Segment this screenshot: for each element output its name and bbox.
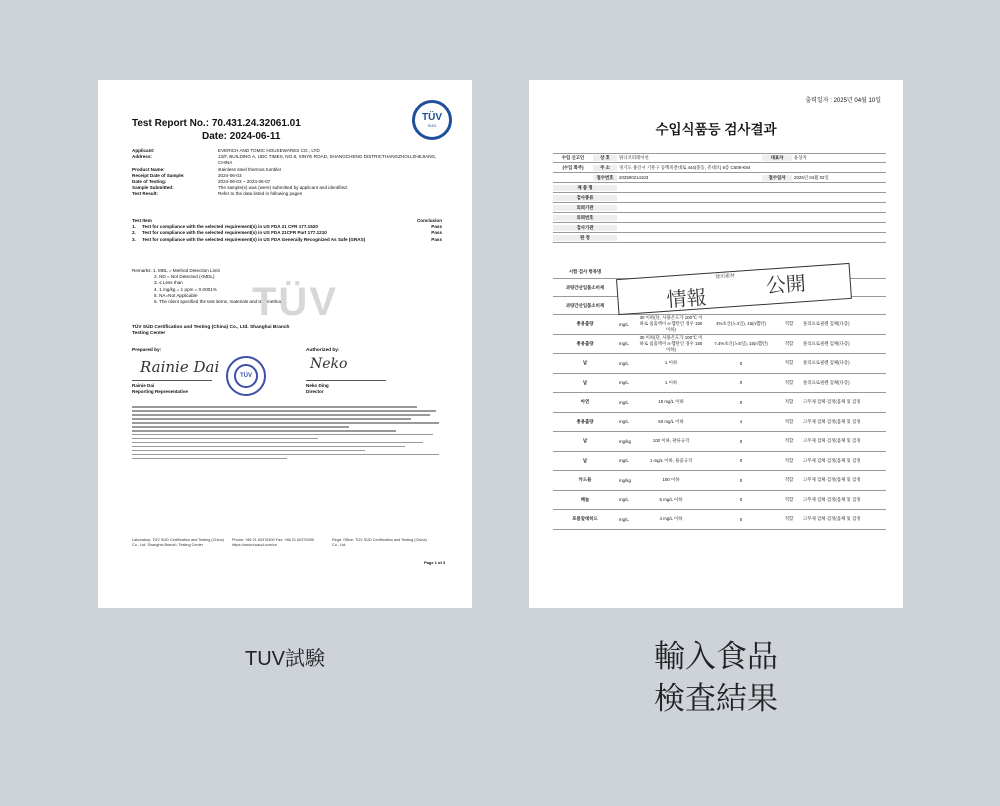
- result-judgement: 적합: [784, 340, 794, 346]
- authorized-by-label: Authorized by:: [306, 348, 340, 353]
- remark-line: 5. NA=Not Applicable: [154, 292, 198, 298]
- issue-date: 출력일자 : 2025년 04월 10일: [805, 98, 881, 104]
- tuv-test-report-document: [98, 80, 472, 608]
- section-label: 과량간산입품소비재: [565, 302, 605, 308]
- test-item-text: Test for compliance with the selected requirement(s) in US FDA 21 CFR 177.1520: [142, 224, 318, 230]
- result-note: 폴리프로필렌 검체(다층): [803, 379, 850, 385]
- result-item: 아연: [580, 399, 590, 405]
- signature-prepared: Rainie Dai: [140, 358, 220, 376]
- applicant-fields: [132, 148, 442, 198]
- info-group: (수입 화주): [562, 164, 584, 170]
- result-standard: 4 mg/L 이하: [659, 516, 683, 522]
- stamp-left-text: 情報: [665, 284, 708, 312]
- result-judgement: 적합: [784, 379, 794, 385]
- cert-line: Testing Center: [132, 331, 166, 337]
- result-standard: 1 이하: [664, 360, 678, 366]
- field-label: 의뢰번호: [553, 215, 617, 221]
- result-row: [553, 452, 886, 472]
- test-item-row: [132, 237, 442, 243]
- result-unit: mg/kg: [619, 477, 631, 483]
- test-item-result: Pass: [431, 230, 442, 236]
- info-label-2: 접수일자: [762, 175, 792, 181]
- field-label: 검사기관: [553, 225, 617, 231]
- result-row: [553, 413, 886, 433]
- field-row: [553, 233, 886, 243]
- footer-lab: Laboratory: TÜV SÜD Certification and Testing (China) Co., Ltd. Shanghai Branch, Testing Center: [132, 538, 224, 547]
- result-standard: 1 이하: [664, 379, 678, 385]
- authorizer-name-text: Neko Ding: [306, 383, 329, 388]
- info-value: 워디코퍼레이션: [619, 155, 649, 160]
- info-label: 상 호: [593, 155, 617, 161]
- result-value: 0: [739, 477, 743, 483]
- result-judgement: 적합: [784, 399, 794, 405]
- result-unit: mg/kg: [619, 438, 631, 444]
- result-item: 포름알데히드: [572, 516, 598, 522]
- result-standard: 100 이하, 판류규격: [652, 438, 690, 444]
- result-judgement: 적합: [784, 321, 794, 327]
- field-row: [132, 191, 442, 197]
- inspection-table: [553, 153, 886, 530]
- field-key: Test Result:: [132, 191, 158, 197]
- result-note: 폴리프로필렌 검체(다층): [803, 321, 850, 327]
- conclusion-header: Conclusion: [416, 218, 442, 223]
- info-label: 주 소: [593, 165, 617, 171]
- stamp-mid-text: 使用素材: [714, 272, 736, 281]
- field-value: EVERICH AND TOMIC HOUSEWARES CO., LTD: [218, 148, 320, 153]
- result-standard: 5 mg/L 이하: [659, 496, 683, 502]
- report-number: Test Report No.: 70.431.24.32061.01: [132, 118, 301, 129]
- remark-line: Remarks: 1. MDL = Method Detection Limit: [132, 268, 220, 273]
- result-value: 4%초산(노4일), 15(n헵탄): [716, 321, 766, 327]
- result-judgement: 적합: [784, 477, 794, 483]
- field-value: Refer to the data listed in following pages: [218, 191, 303, 197]
- tuv-logo-subtext: SÜD: [427, 122, 437, 128]
- field-key: Date of Testing:: [132, 179, 167, 185]
- remark-line: 6. The client specified the test items, materials and test methods.: [154, 299, 286, 305]
- tuv-logo-icon: [412, 100, 452, 140]
- result-standard: 100 이하: [662, 477, 680, 483]
- field-key: Receipt Date of Sample:: [132, 172, 185, 178]
- result-item: 페놀: [580, 496, 590, 502]
- signature-authorized: Neko: [310, 356, 348, 372]
- field-key: Sample Submitted:: [132, 185, 174, 191]
- field-row: [553, 193, 886, 203]
- result-item: 총용출량: [576, 340, 594, 346]
- preparer-name-text: Rainie Dai: [132, 383, 155, 388]
- info-row: [553, 153, 886, 163]
- result-unit: mg/L: [619, 419, 629, 425]
- result-item: 총용출량: [576, 418, 594, 424]
- result-standard: 30 이하(단, 사용온도가 100℃ 이하로 침출액이 n-헵탄인 경우 150 이하): [639, 334, 703, 352]
- section-label: 과량간산입품소비재: [565, 284, 605, 290]
- info-label-2: 대표자: [762, 155, 792, 161]
- page-number: Page 1 of 3: [424, 560, 446, 565]
- result-note: 고무제 검체·검정(몸체 및 검정: [803, 477, 861, 483]
- authorizer-name: [306, 383, 329, 395]
- result-row: [553, 315, 886, 335]
- result-unit: mg/L: [619, 321, 629, 327]
- result-row: [553, 432, 886, 452]
- result-value: 0: [739, 458, 743, 464]
- cert-line: TÜV SÜD Certification and Testing (China) Co., Ltd. Shanghai Branch: [132, 325, 290, 330]
- result-value: 4: [739, 419, 743, 425]
- result-item: 납: [582, 379, 588, 385]
- result-note: 고무제 검체·검정(몸체 및 검정: [803, 399, 861, 405]
- result-unit: mg/L: [619, 516, 629, 522]
- result-standard: 60 mg/L 이하: [658, 418, 684, 424]
- test-item-number: 3.: [132, 236, 136, 242]
- info-row: [553, 163, 886, 173]
- field-key: Product Name:: [132, 166, 165, 172]
- field-key: Address:: [132, 154, 152, 160]
- import-inspection-caption: [529, 636, 903, 720]
- prepared-by-label: Prepared by:: [132, 348, 162, 353]
- result-item: 납: [582, 457, 588, 463]
- result-unit: mg/L: [619, 341, 629, 347]
- test-item-result: Pass: [431, 236, 442, 242]
- field-row: [132, 154, 442, 166]
- result-judgement: 적합: [784, 457, 794, 463]
- remark-line: 3. ≤ Less than: [154, 280, 183, 286]
- remark-line: 4. 1 mg/kg = 1 ppm = 0.0001%: [154, 286, 217, 292]
- test-item-text: Test for compliance with the selected requirement(s) in US FDA Generally Recognized As Safe (GRAS): [142, 236, 366, 242]
- result-unit: mg/L: [619, 497, 629, 503]
- table-gap: [553, 243, 886, 265]
- field-row: [553, 213, 886, 223]
- field-label: 검사종류: [553, 195, 617, 201]
- result-note: 고무제 검체·검정(몸체 및 검정: [803, 496, 861, 502]
- footer-phone: Phone: +86 21 60376300 Fax: +86 21 60376399 https://www.tuvsud.com/cn: [232, 538, 314, 547]
- result-note: 폴리프로필렌 검체(다층): [803, 360, 850, 366]
- tuv-watermark: TÜV: [252, 280, 338, 324]
- field-value: 2024-06-03: [218, 172, 242, 178]
- result-unit: mg/L: [619, 458, 629, 464]
- info-value: 20250021410​3: [619, 175, 649, 180]
- test-item-header: Test Item: [132, 218, 152, 223]
- result-row: [553, 491, 886, 511]
- import-food-inspection-document: [529, 80, 903, 608]
- test-item-number: 1.: [132, 224, 136, 230]
- result-standard: 15 mg/L 이하: [658, 399, 684, 405]
- info-value-2: 2025년 04월 02일: [794, 174, 829, 180]
- result-note: 고무제 검체·검정(몸체 및 검정: [803, 516, 861, 522]
- field-key: Applicant:: [132, 148, 155, 153]
- signature-line: [132, 380, 212, 381]
- test-item-text: Test for compliance with the selected requirement(s) in US FDA 21CFR Part 177.1210: [142, 230, 327, 236]
- result-row: [553, 393, 886, 413]
- result-judgement: 적합: [784, 418, 794, 424]
- field-value: stainless steel thermos tumbler: [218, 166, 282, 172]
- tuv-stamp-icon: [226, 356, 266, 396]
- result-value: 0: [739, 516, 743, 522]
- caption-line-2: 検査結果: [654, 681, 778, 717]
- result-judgement: 적합: [784, 496, 794, 502]
- field-row: [553, 223, 886, 233]
- caption-line-1: 輸入食品: [654, 639, 778, 675]
- signature-line: [306, 380, 386, 381]
- remark-line: 2. ND = Not Detected (<MDL): [154, 274, 215, 280]
- result-row: [553, 471, 886, 491]
- result-unit: mg/L: [619, 380, 629, 386]
- test-item-number: 2.: [132, 230, 136, 236]
- preparer-role: Reporting Representative: [132, 389, 188, 394]
- field-value: 2024-06-03 ~ 2024-06-07: [218, 179, 271, 185]
- certification-body: [132, 325, 372, 338]
- result-standard: 30 이하(단, 사용온도가 100℃ 이하로 침출액이 n-헵탄인 경우 150 이하): [639, 315, 703, 333]
- tuv-logo-text: TÜV: [422, 111, 442, 123]
- result-unit: mg/L: [619, 399, 629, 405]
- result-value: 0: [739, 497, 743, 503]
- inspection-title: 수입식품등 검사결과: [655, 122, 777, 137]
- result-unit: mg/L: [619, 360, 629, 366]
- result-value: 0: [739, 438, 743, 444]
- result-standard: 1 mg/L 이하, 용출규격: [649, 457, 693, 463]
- result-row: [553, 335, 886, 355]
- result-value: 0: [739, 360, 743, 366]
- tuv-caption: TUV試験: [245, 648, 325, 670]
- result-value: 0: [739, 380, 743, 386]
- result-item: 카드뮴: [578, 477, 592, 483]
- field-value: The sample(s) was (were) submitted by applicant and identified.: [218, 185, 348, 191]
- info-value: 경기도 용인시 기흥구 동백죽전대로 444(중동, 쥬네브) 6층 C608-K84: [619, 164, 751, 170]
- test-item-result: Pass: [431, 224, 442, 230]
- preparer-name: [132, 383, 188, 395]
- result-row: [553, 354, 886, 374]
- field-label: 판 정: [553, 235, 617, 241]
- result-row: [553, 510, 886, 530]
- info-value-2: 윤상지: [794, 155, 807, 160]
- info-group: 수입 신고인: [561, 155, 585, 160]
- result-row: [553, 374, 886, 394]
- result-item: 총용출량: [576, 321, 594, 327]
- field-value: 13/F, BUILDING A, UDC TIMES, NO.8, XINYE ROAD, SHANGCHENG DISTRICTHANGZHOU,ZHEJIANG, CHINA: [218, 154, 437, 166]
- stamp-text: TÜV: [234, 364, 258, 388]
- field-label: 의뢰기관: [553, 205, 617, 211]
- result-judgement: 적합: [784, 516, 794, 522]
- fine-print-notes: [132, 406, 442, 462]
- info-label: 접수번호: [593, 175, 617, 181]
- result-note: 고무제 검체·검정(몸체 및 검정: [803, 457, 861, 463]
- result-note: 고무제 검체·검정(몸체 및 검정: [803, 418, 861, 424]
- field-row: [553, 183, 886, 193]
- result-note: 고무제 검체·검정(몸체 및 검정: [803, 438, 861, 444]
- result-value: 7.4%초산(노5일), 15(n헵탄): [714, 340, 768, 346]
- result-judgement: 적합: [784, 438, 794, 444]
- info-row: [553, 173, 886, 183]
- result-item: 납: [582, 438, 588, 444]
- result-value: 0: [739, 399, 743, 405]
- section-label: 시험·검사 항목명: [568, 268, 602, 274]
- result-note: 폴리프로필렌 검체(다층): [803, 340, 850, 346]
- test-items: [132, 218, 442, 243]
- field-label: 제 품 명: [553, 185, 617, 191]
- result-judgement: 적합: [784, 360, 794, 366]
- authorizer-role: Director: [306, 389, 324, 394]
- stamp-right-text: 公開: [765, 271, 807, 298]
- footer-office: Regd. Office: TÜV SÜD Certification and Testing (China) Co., Ltd.: [332, 538, 427, 547]
- field-row: [553, 203, 886, 213]
- result-item: 납: [582, 360, 588, 366]
- report-date: Date: 2024-06-11: [202, 131, 281, 142]
